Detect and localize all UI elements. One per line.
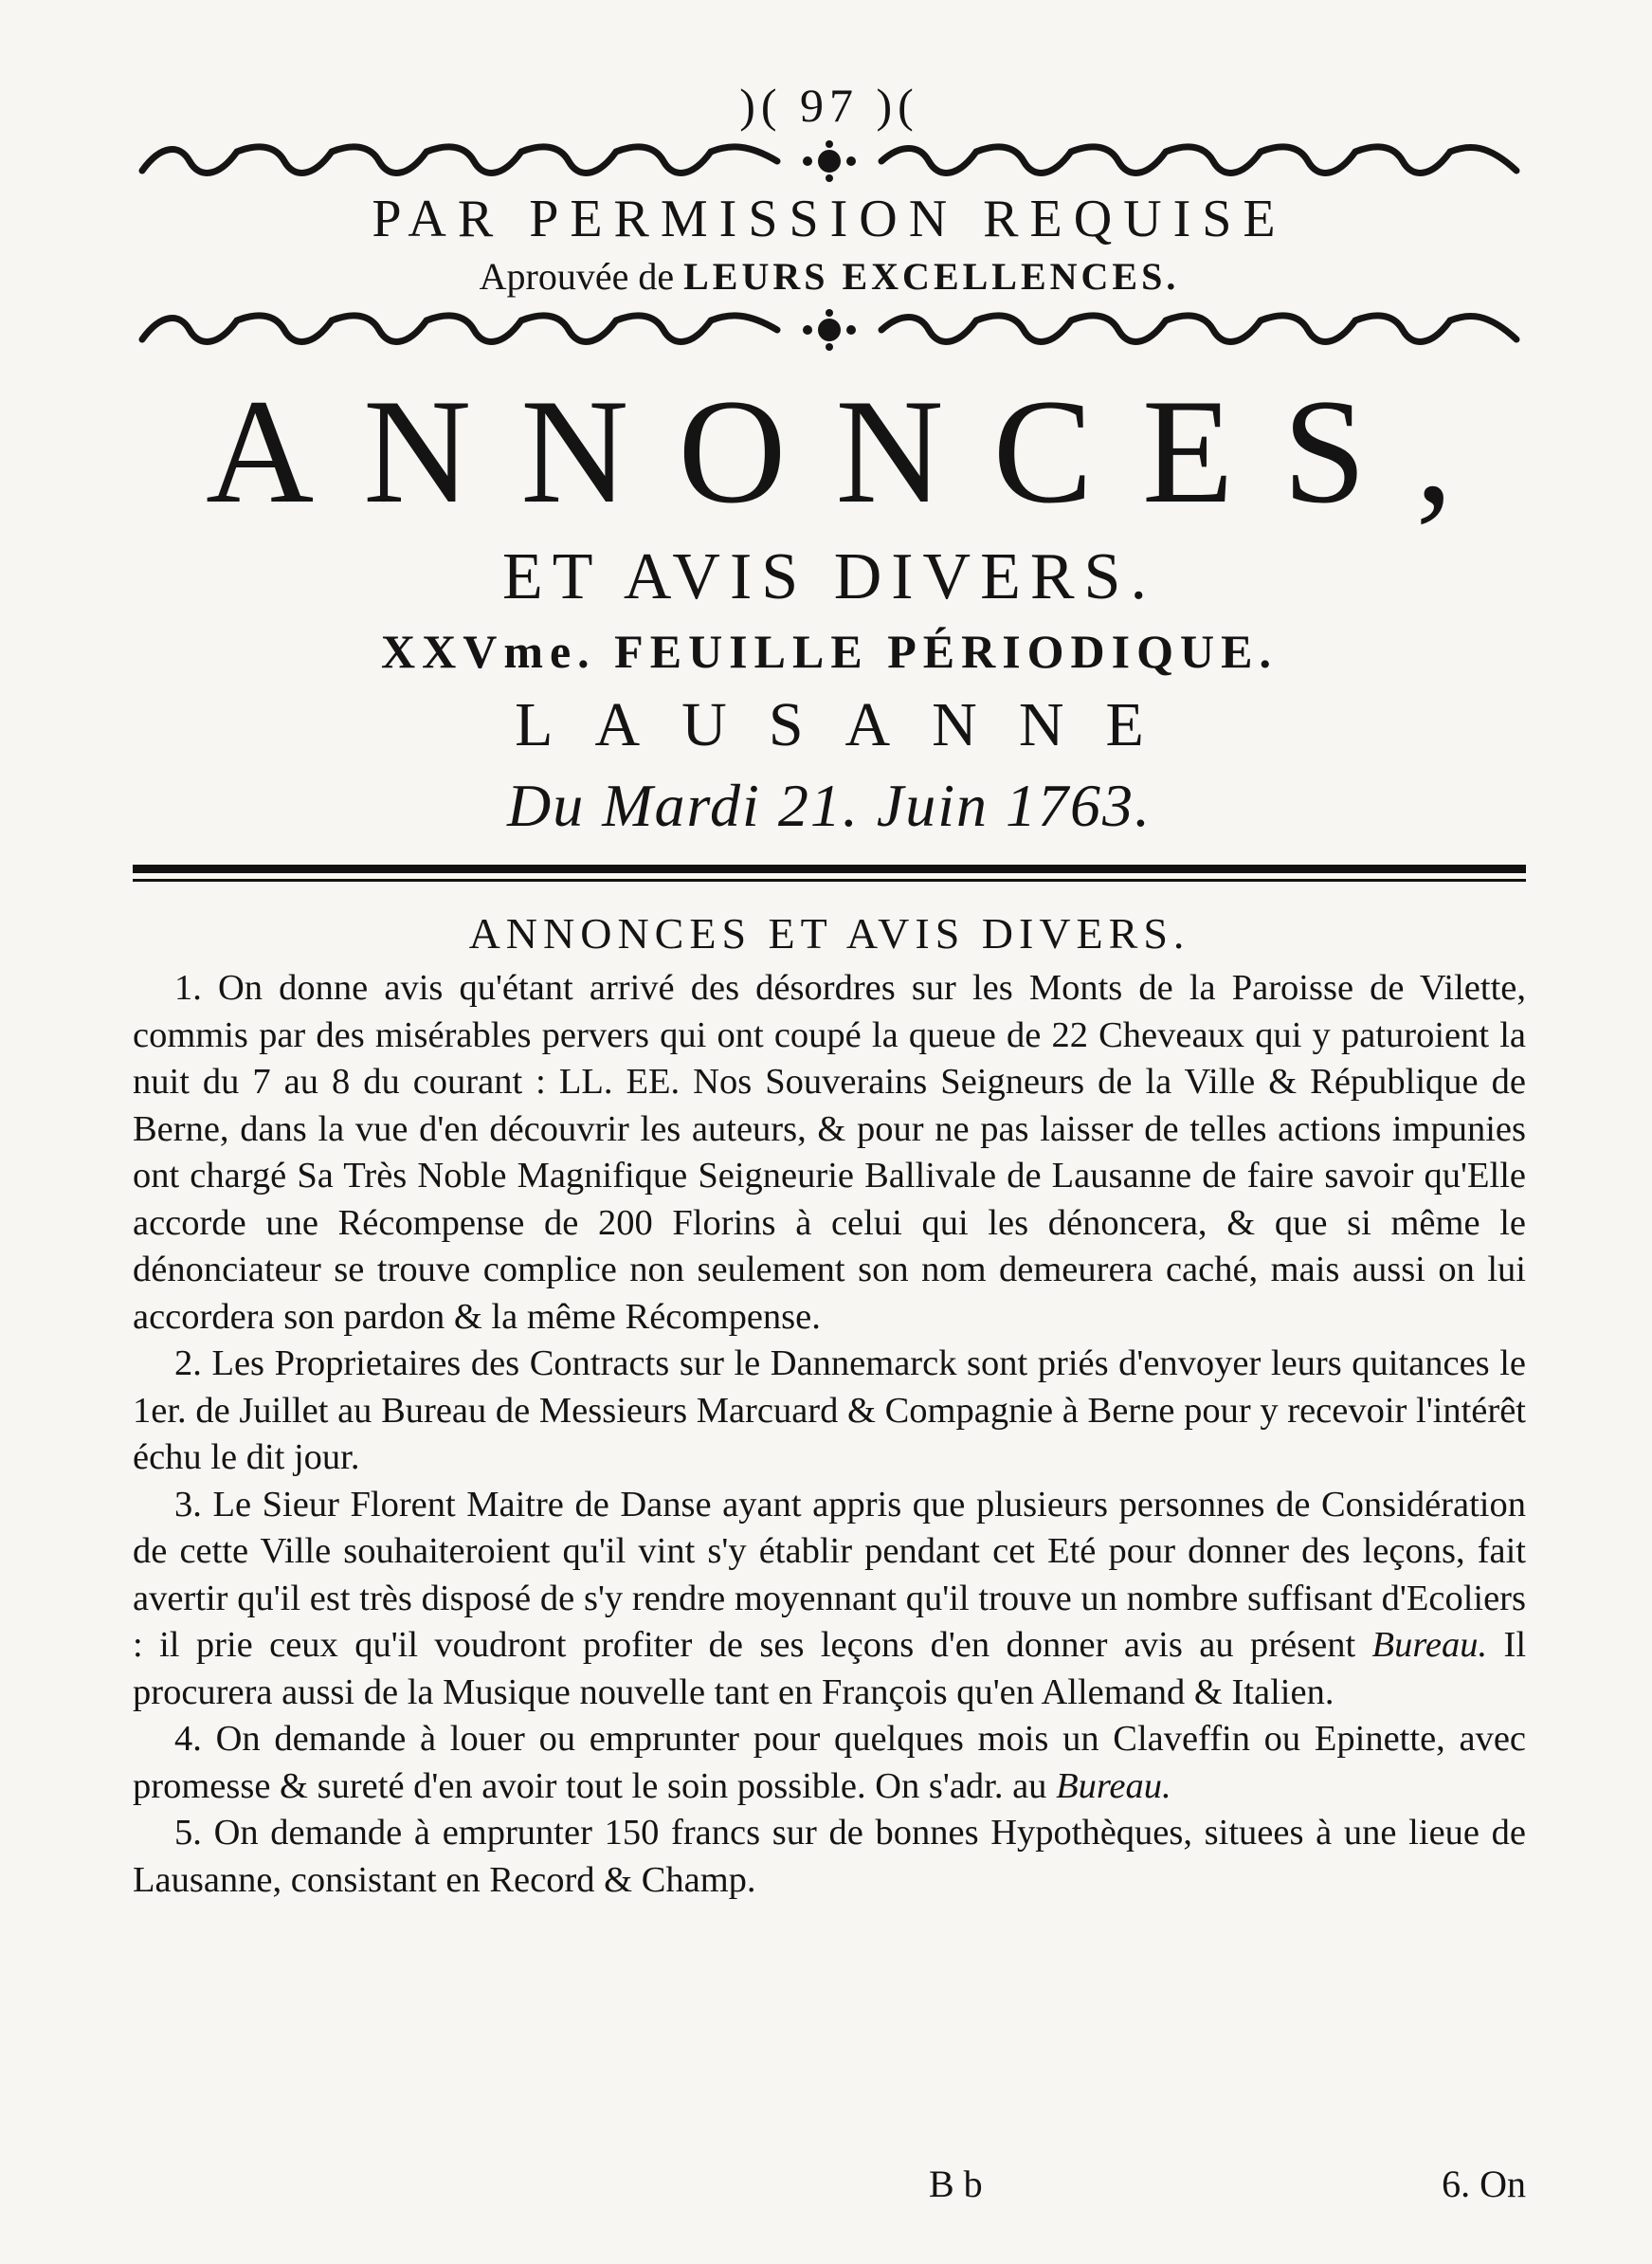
- notice-italic: Bureau.: [1371, 1625, 1488, 1665]
- masthead-subtitle: ET AVIS DIVERS.: [501, 540, 1156, 613]
- notice-3: [133, 1482, 1526, 1717]
- permission-line: PAR PERMISSION REQUISE: [372, 190, 1287, 248]
- notice-number: 3.: [174, 1484, 202, 1525]
- notice-number: 4.: [174, 1719, 202, 1759]
- divider-thin: [133, 879, 1526, 882]
- notice-text: On donne avis qu'étant arrivé des désordres sur les Monts de la Paroisse de Vilette, commis par des misérables pervers qui ont coupé la queue de 22 Cheveaux qui y paturoient la nuit du 7 au 8 du courant : LL. EE. Nos Souverains Seigneurs de la Ville & République de Berne, dans la vue d'en découvrir les auteurs, & pour ne pas laisser de telles actions impunies ont chargé Sa Très Noble Magnifique Seigneurie Ballivale de Lausanne de faire savoir qu'Elle accorde une Récompense de 200 Florins à celui qui les dénoncera, & que si même le dénonciateur se trouve complice non seulement son nom demeurera caché, mais aussi on lui accordera son pardon & la même Récompense.: [133, 968, 1527, 1337]
- notice-text: Le Sieur Florent Maitre de Danse ayant appris que plusieurs personnes de Considération de cette Ville souhaiteroient qu'il vint s'y établir pendant cet Eté pour donner des leçons, fait avertir qu'il est très disposé de s'y rendre moyennant qu'il trouve un nombre suffisant d'Ecoliers : il prie ceux qu'il voudront profiter de ses leçons d'en donner avis au présent: [133, 1484, 1526, 1665]
- notice-2: [133, 1341, 1526, 1482]
- signature-mark: Bb: [929, 2163, 992, 2205]
- notice-1: [133, 965, 1526, 1341]
- notice-italic: Bureau.: [1056, 1765, 1171, 1806]
- catchword: 6. On: [1442, 2163, 1526, 2205]
- ornament-band-top: [133, 138, 1526, 184]
- notice-number: 1.: [174, 968, 202, 1008]
- notice-text: On demande à emprunter 150 francs sur de bonnes Hypothèques, situees à une lieue de Lausanne, consistant en Record & Champ.: [133, 1813, 1527, 1900]
- section-heading: ANNONCES ET AVIS DIVERS.: [468, 909, 1190, 958]
- page-number: )( 97 )(: [739, 79, 919, 132]
- notice-4: [133, 1716, 1526, 1810]
- notice-number: 5.: [174, 1813, 202, 1853]
- notice-text: Les Proprietaires des Contracts sur le Dannemarck sont priés d'envoyer leurs quitances le 1er. de Juillet au Bureau de Messieurs Marcuard & Compagnie à Berne pour y recevoir l'intérêt échu le dit jour.: [133, 1343, 1526, 1477]
- page-footer: [133, 2162, 1526, 2215]
- approval-prefix: Aprouvée de: [479, 255, 675, 298]
- sheet-number: XXVme. FEUILLE PÉRIODIQUE.: [381, 625, 1278, 678]
- approval-line: [133, 250, 1526, 303]
- city-name: LAUSANNE: [515, 690, 1186, 759]
- approval-caps: LEURS EXCELLENCES.: [683, 255, 1180, 298]
- issue-date: Du Mardi 21. Juin 1763.: [506, 772, 1153, 839]
- newspaper-page: [133, 76, 1526, 2218]
- notice-5: [133, 1810, 1526, 1904]
- divider-thick: [133, 865, 1526, 873]
- ornament-band-bottom: [133, 307, 1526, 353]
- notice-text: On demande à louer ou emprunter pour quelques mois un Claveffin ou Epinette, avec promesse & sureté d'en avoir tout le soin possible. On s'adr. au: [133, 1719, 1526, 1806]
- notice-text-after: Il procurera aussi de la Musique nouvelle tant en François qu'en Allemand & Italien.: [133, 1625, 1527, 1712]
- notice-number: 2.: [174, 1343, 202, 1383]
- masthead-title: ANNONCES,: [206, 369, 1502, 535]
